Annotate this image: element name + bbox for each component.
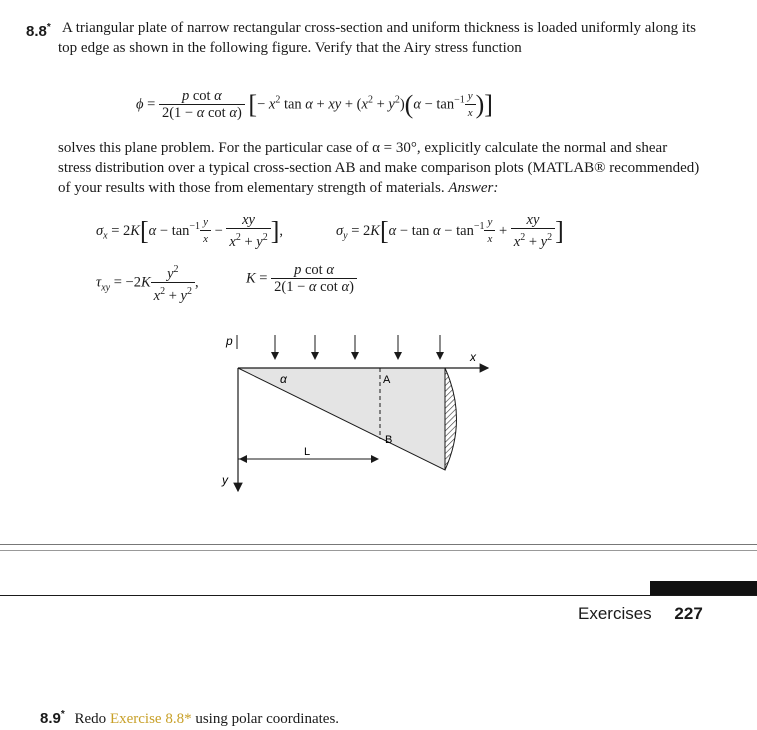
- page-divider-top: [0, 544, 757, 545]
- problem-9-star: *: [60, 709, 65, 720]
- point-b-label: B: [385, 434, 393, 446]
- answer-label: Answer:: [448, 180, 499, 196]
- problem-8-9: [40, 705, 339, 729]
- section-title: Exercises: [578, 604, 652, 623]
- phi-fraction: $\frac{\text{p cot α}}{\text{2(1 − α cot α)}}$: [159, 88, 245, 122]
- problem-9-text-after: using polar coordinates.: [195, 711, 340, 727]
- plate-triangle: [238, 368, 445, 470]
- exercise-8-8-link[interactable]: Exercise 8.8*: [109, 711, 192, 727]
- header-rule: [0, 595, 757, 596]
- header-bar: [650, 581, 757, 595]
- y-axis-label: y: [222, 473, 228, 487]
- problem-text-main: [58, 138, 703, 198]
- sigma-y-equation: $\sigma_y = 2K[\alpha - \tan \alpha - \tan^{-1}$ $\frac{y}{x}$ + $\frac{xy}{x^2 + y^2}$ ]: [336, 212, 564, 250]
- fixed-wall: [445, 368, 457, 470]
- k-equation: K = $\frac{\text{p cot α}}{\text{2(1 − α cot α)}}$: [246, 262, 357, 296]
- load-label: p: [226, 334, 233, 348]
- running-header: [578, 604, 703, 624]
- problem-9-text-before: Redo: [74, 711, 107, 727]
- distributed-load-arrows: [275, 335, 440, 359]
- problem-text-intro: A triangular plate of narrow rectangular cross-section and uniform thickness is loaded uniformly along its top edge as shown in the following figure. Verify that the Airy stress function: [58, 20, 696, 56]
- problem-text-body: solves this plane problem. For the particular case of α = 30°, explicitly calculate the normal and shear stress distribution over a typical cross-section AB and make comparison plots (MATLAB® recommended) of your results with those from elementary strength of materials.: [58, 140, 700, 196]
- triangular-plate-figure: [200, 325, 510, 495]
- airy-stress-equation: ϕ = $\frac{\text{p cot α}}{\text{2(1 − α cot α)}}$ [− $x^2$ tan α + xy + $(x^2 + y^2)(\alpha - \tan^{-1}$ $\frac{y}{x}$ )]: [136, 88, 493, 121]
- x-axis-label: x: [470, 350, 476, 364]
- length-label: L: [304, 446, 311, 458]
- point-a-label: A: [383, 374, 391, 386]
- problem-star: *: [46, 22, 51, 33]
- phi-lhs: ϕ =: [136, 96, 156, 113]
- alpha-label: α: [280, 372, 287, 386]
- tau-xy-equation: $\tau_{xy} = -2K$ $\frac{y^2}{x^2 + y^2}$ ,: [96, 264, 199, 304]
- page-number: 227: [674, 604, 703, 623]
- sigma-x-equation: $\sigma_x = 2K[\alpha - \tan^{-1}$ $\frac{y}{x}$ − $\frac{xy}{x^2 + y^2}$ ],: [96, 212, 283, 250]
- page-divider-bottom: [0, 550, 757, 551]
- problem-9-number: 8.9: [40, 710, 61, 727]
- problem-number: 8.8: [26, 23, 47, 40]
